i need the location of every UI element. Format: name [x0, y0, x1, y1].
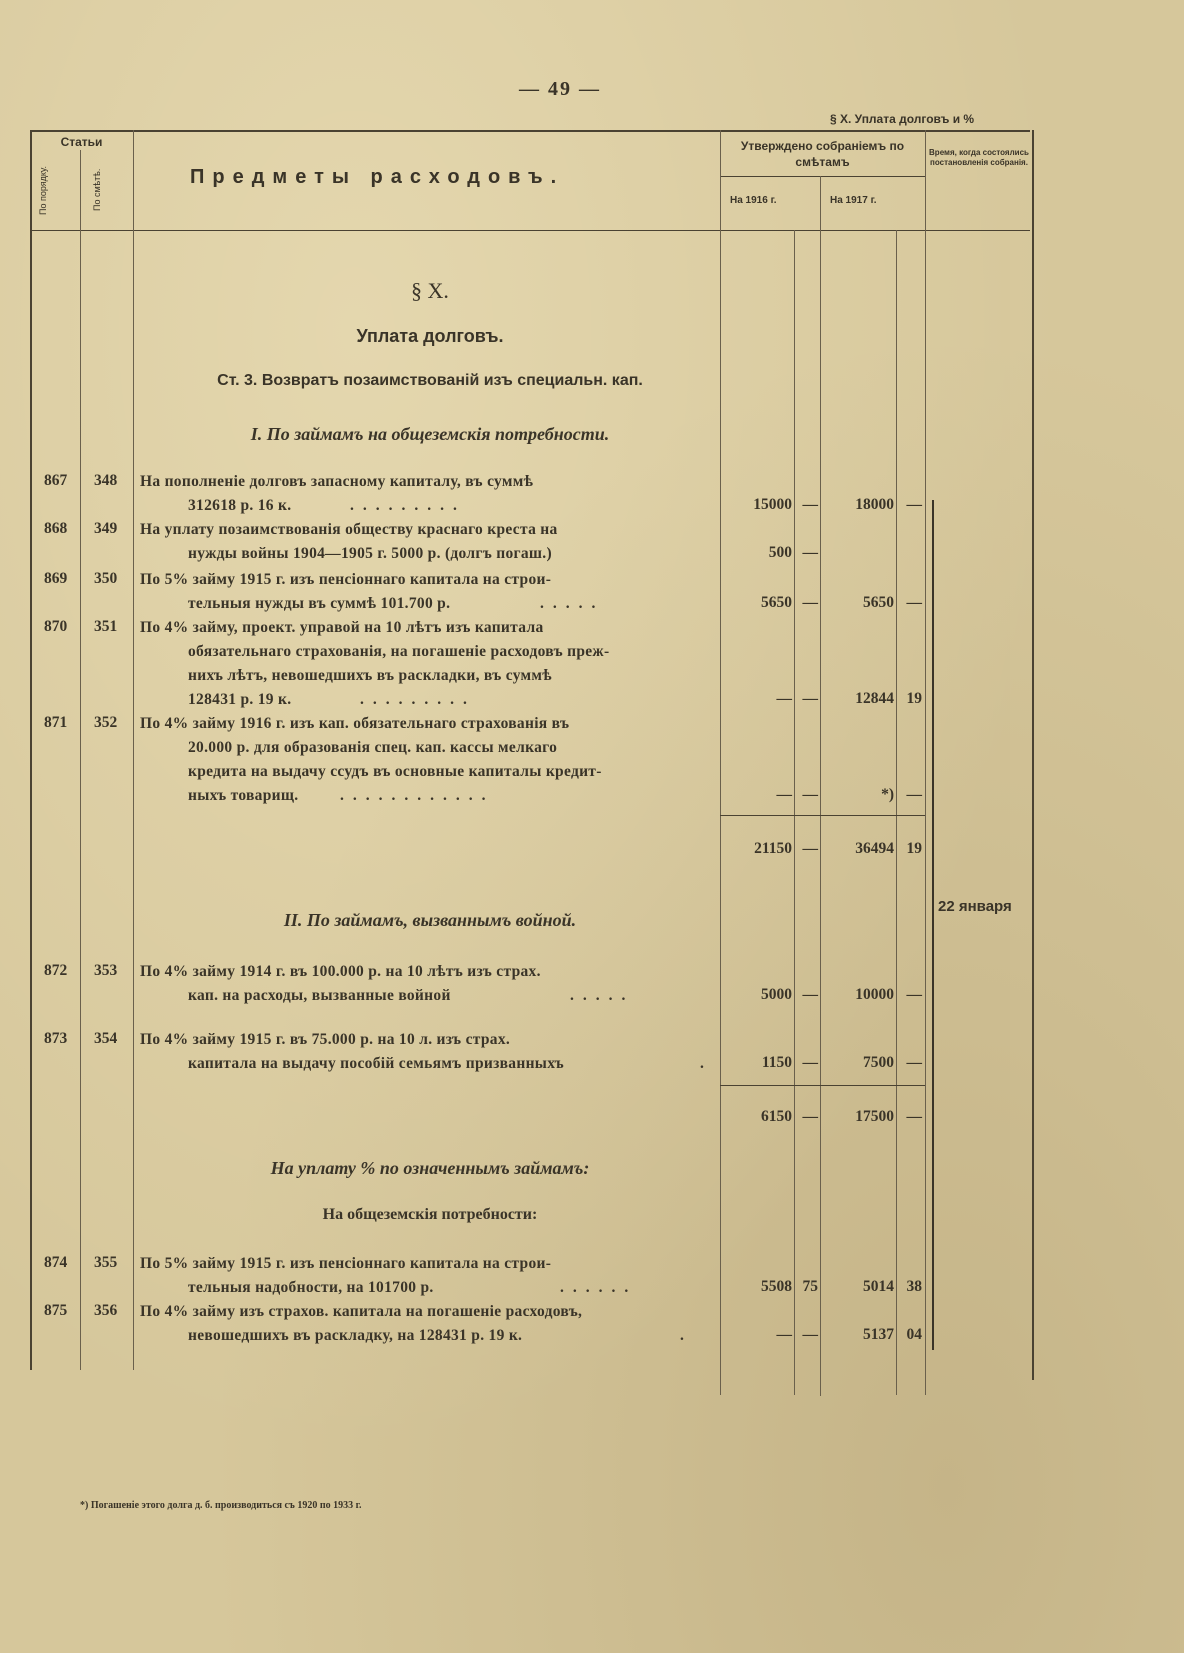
row-estimate-number: 356 [94, 1302, 118, 1319]
rule-left [30, 130, 32, 1370]
cents-1917: — [906, 986, 922, 1003]
page-number: — 49 — [519, 78, 601, 100]
table-top-rule [30, 130, 1030, 132]
amount-1916: — [776, 1326, 792, 1343]
cents-1917: — [906, 496, 922, 513]
row-order-number: 869 [44, 570, 68, 587]
amount-1916: 5000 [761, 986, 792, 1003]
leader-dots: ......... [350, 497, 466, 514]
amount-1917: 7500 [863, 1054, 894, 1071]
rule-1917-cents [896, 230, 897, 1395]
cents-1916: — [802, 1326, 818, 1343]
row-text: По 4% займу изъ страхов. капитала на погашеніе расходовъ, [140, 1303, 583, 1320]
row-text: По 5% займу 1915 г. изъ пенсіоннаго капитала на строи- [140, 571, 552, 588]
total-1917: 17500 [855, 1108, 894, 1125]
header-time: Время, когда состоялись постановленія собранія. [929, 148, 1029, 167]
article-heading: Ст. 3. Возвратъ позаимствованій изъ специальн. кап. [217, 372, 643, 389]
amount-1916: 5508 [761, 1278, 792, 1295]
cents-1916: — [802, 986, 818, 1003]
total-cents-1916: — [802, 1108, 818, 1125]
subsection-2: II. По займамъ, вызваннымъ войной. [283, 910, 577, 930]
approved-subrule [720, 176, 925, 177]
amount-1916: — [776, 690, 792, 707]
subsection-1: I. По займамъ на общеземскія потребности. [250, 424, 610, 444]
header-estimate: По смѣтѣ. [92, 168, 102, 212]
amount-1917: 10000 [855, 986, 894, 1003]
total-1916: 6150 [761, 1108, 792, 1125]
amount-1916: 5650 [761, 594, 792, 611]
cents-1916: — [802, 594, 818, 611]
leader-dots: ......... [360, 691, 476, 708]
subtotal-rule [720, 815, 925, 816]
amount-1917: 12844 [855, 690, 894, 707]
row-text: тельныя надобности, на 101700 р. [188, 1279, 434, 1296]
row-estimate-number: 355 [94, 1254, 118, 1271]
leader-dots: . [700, 1055, 713, 1072]
row-order-number: 875 [44, 1302, 68, 1319]
footnote: *) Погашеніе этого долга д. б. производиться съ 1920 по 1933 г. [80, 1500, 362, 1511]
cents-1917: — [906, 786, 922, 803]
interest-heading: На уплату % по означеннымъ займамъ: [270, 1158, 590, 1178]
row-order-number: 872 [44, 962, 68, 979]
header-1916: На 1916 г. [730, 195, 777, 206]
cents-1916: — [802, 496, 818, 513]
row-text: нужды войны 1904—1905 г. 5000 р. (долгъ погаш.) [188, 545, 552, 562]
cents-1916: — [802, 544, 818, 561]
total-1916: 21150 [754, 840, 792, 857]
amount-1917: 5137 [863, 1326, 894, 1343]
header-approved: Утверждено собраніемъ по смѣтамъ [740, 139, 905, 169]
row-text: обязательнаго страхованія, на погашеніе расходовъ преж- [188, 643, 610, 660]
row-text: 128431 р. 19 к. [188, 691, 292, 708]
rule-estimate [133, 130, 134, 1370]
row-estimate-number: 354 [94, 1030, 118, 1047]
row-text: По 4% займу 1914 г. въ 100.000 р. на 10 лѣтъ изъ страх. [140, 963, 541, 980]
leader-dots: ............ [340, 787, 495, 804]
row-estimate-number: 349 [94, 520, 118, 537]
header-order: По порядку. [38, 165, 48, 215]
row-order-number: 870 [44, 618, 68, 635]
cents-1916: — [802, 786, 818, 803]
rule-time [925, 130, 926, 1395]
section-number: § X. [411, 278, 449, 303]
row-text: На пополненіе долговъ запасному капиталу, въ суммѣ [140, 473, 534, 490]
row-text: На уплату позаимствованія обществу краснаго креста на [140, 521, 558, 538]
section-title: Уплата долговъ. [356, 326, 504, 346]
amount-1916: 500 [768, 544, 792, 561]
row-text: нихъ лѣтъ, невошедшихъ въ раскладки, въ суммѣ [188, 667, 552, 684]
row-text: невошедшихъ въ раскладку, на 128431 р. 19 к. [188, 1327, 523, 1344]
amount-1916: 1150 [761, 1054, 792, 1071]
row-text: По 4% займу 1915 г. въ 75.000 р. на 10 л. изъ страх. [140, 1031, 511, 1048]
row-text: кредита на выдачу ссудъ въ основные капиталы кредит- [188, 763, 602, 780]
header-articles: Статьи [60, 135, 103, 149]
rule-right [1032, 130, 1034, 1380]
row-estimate-number: 353 [94, 962, 118, 979]
amount-1916: — [776, 786, 792, 803]
row-estimate-number: 351 [94, 618, 118, 635]
row-order-number: 871 [44, 714, 68, 731]
cents-1916: 75 [802, 1278, 818, 1295]
total-1917: 36494 [855, 840, 894, 857]
leader-dots: ..... [570, 987, 635, 1004]
cents-1917: — [906, 594, 922, 611]
header-bottom-rule [30, 230, 1030, 231]
meeting-date: 22 января [938, 898, 1012, 915]
cents-1916: — [802, 1054, 818, 1071]
interest-subheading: На общеземскія потребности: [322, 1206, 538, 1223]
row-estimate-number: 352 [94, 714, 118, 731]
subtotal-rule [720, 1085, 925, 1086]
row-text: ныхъ товарищ. [188, 787, 299, 804]
row-order-number: 868 [44, 520, 68, 537]
row-order-number: 873 [44, 1030, 68, 1047]
total-cents-1916: — [802, 840, 818, 857]
row-text: кап. на расходы, вызванные войной [188, 987, 451, 1004]
cents-1917: — [906, 1054, 922, 1071]
row-text: 312618 р. 16 к. [188, 497, 292, 514]
row-text: тельныя нужды въ суммѣ 101.700 р. [188, 595, 451, 612]
header-1917: На 1917 г. [830, 195, 877, 206]
row-text: По 4% займу 1916 г. изъ кап. обязательнаго страхованія въ [140, 715, 570, 732]
leader-dots: ..... [540, 595, 605, 612]
cents-1917: 04 [906, 1326, 922, 1343]
amount-1916: 15000 [753, 496, 792, 513]
row-order-number: 867 [44, 472, 68, 489]
row-text: По 4% займу, проект. управой на 10 лѣтъ изъ капитала [140, 619, 544, 636]
row-text: 20.000 р. для образованія спец. кап. кассы мелкаго [188, 739, 558, 756]
date-bracket [932, 500, 934, 1350]
amount-1917: 18000 [855, 496, 894, 513]
leader-dots: . [680, 1327, 693, 1344]
row-estimate-number: 350 [94, 570, 118, 587]
header-title: Предметы расходовъ. [190, 166, 565, 188]
cents-1917: 38 [906, 1278, 922, 1295]
running-head: § X. Уплата долговъ и % [830, 112, 975, 126]
row-estimate-number: 348 [94, 472, 118, 489]
total-cents-1917: — [906, 1108, 922, 1125]
cents-1917: 19 [906, 690, 922, 707]
row-text: По 5% займу 1915 г. изъ пенсіоннаго капитала на строи- [140, 1255, 552, 1272]
total-cents-1917: 19 [906, 840, 922, 857]
leader-dots: ...... [560, 1279, 638, 1296]
amount-1917: 5650 [863, 594, 894, 611]
amount-1917: *) [881, 786, 894, 803]
row-order-number: 874 [44, 1254, 68, 1271]
cents-1916: — [802, 690, 818, 707]
amount-1917: 5014 [863, 1278, 894, 1295]
row-text: капитала на выдачу пособій семьямъ призванныхъ [188, 1055, 564, 1072]
